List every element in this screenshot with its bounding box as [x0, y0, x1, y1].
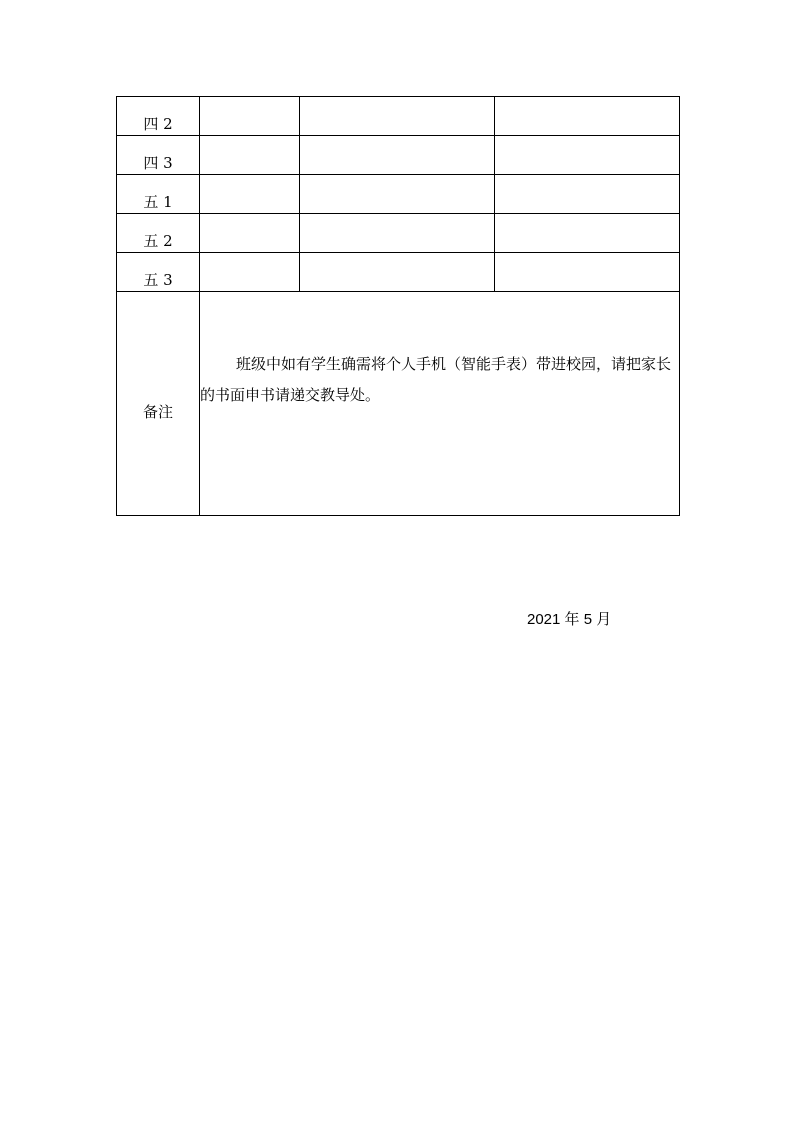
class-name-cell: 四 2 [117, 97, 200, 136]
note-content: 班级中如有学生确需将个人手机（智能手表）带进校园，请把家长的书面申书请递交教导处。 [200, 292, 680, 516]
blank-cell [495, 97, 680, 136]
class-name-cell: 五 3 [117, 253, 200, 292]
blank-cell [300, 136, 495, 175]
table-row [117, 136, 680, 175]
blank-cell [200, 97, 300, 136]
note-row [117, 292, 680, 516]
registration-table [116, 96, 680, 516]
document-date: 2021 年 5 月 [527, 611, 612, 628]
blank-cell [200, 136, 300, 175]
table-row [117, 253, 680, 292]
blank-cell [495, 175, 680, 214]
blank-cell [200, 214, 300, 253]
blank-cell [300, 214, 495, 253]
blank-cell [300, 97, 495, 136]
class-name-cell: 四 3 [117, 136, 200, 175]
blank-cell [200, 253, 300, 292]
table-row [117, 97, 680, 136]
blank-cell [300, 253, 495, 292]
blank-cell [495, 136, 680, 175]
note-label: 备注 [117, 292, 200, 516]
blank-cell [300, 175, 495, 214]
table-row [117, 214, 680, 253]
blank-cell [495, 253, 680, 292]
class-name-cell: 五 2 [117, 214, 200, 253]
blank-cell [200, 175, 300, 214]
blank-cell [495, 214, 680, 253]
class-name-cell: 五 1 [117, 175, 200, 214]
table-row [117, 175, 680, 214]
